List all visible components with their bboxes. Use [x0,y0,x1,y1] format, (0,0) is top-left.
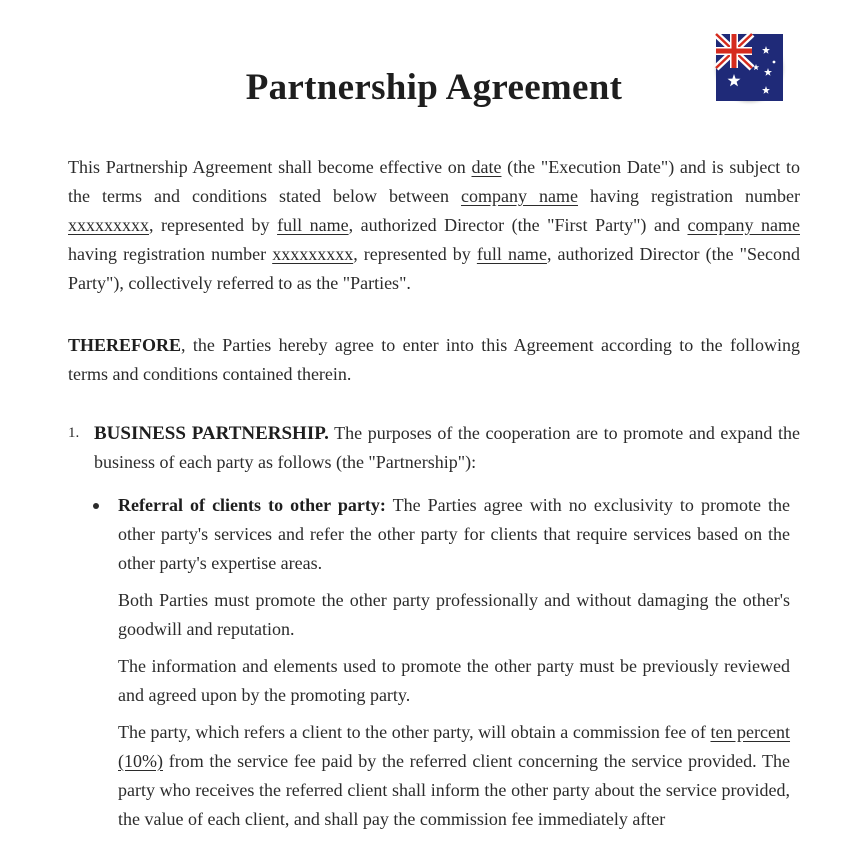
bullet-dot-icon [93,503,99,509]
therefore-paragraph [68,331,800,389]
section-paragraph [94,419,800,477]
intro-text: , authorized Director (the "First Party") and [348,215,688,235]
company-name-field: company name [461,186,578,206]
intro-text: (the "Execution Date") and is subject to the terms and conditions stated below between [68,157,801,206]
bullet-paragraph-3: The information and elements used to promote the other party must be previously reviewed and agreed upon by the promoting party. [118,656,790,705]
bullet-paragraph-4 [118,718,790,834]
date-field: date [471,157,502,177]
registration-number-field: xxxxxxxxx [272,244,354,264]
intro-text: having registration number [578,186,800,206]
section-business-partnership [68,419,800,477]
section-text: The purposes of the cooperation are to promote and expand the business of each party as follows (the "Partnership"): [94,423,800,472]
bullet-text: from the service fee paid by the referred client concerning the service provided. The party who receives the referred client shall inform the other party about the service provided, the value of each client, and shall pay the commission fee immediately after [118,751,790,829]
intro-text: This Partnership Agreement shall become effective on [68,157,472,177]
full-name-field: full name [476,244,547,264]
commission-fee-field: ten percent (10%) [118,722,791,771]
intro-text: , authorized Director (the "Second Party"), collectively referred to as the "Parties". [68,244,800,293]
bullet-text: The Parties agree with no exclusivity to promote the other party's services and refer the other party for clients that require services based on the other party's expertise areas. [118,495,791,573]
therefore-label: THEREFORE [68,335,182,355]
bullet-paragraph-2: Both Parties must promote the other party professionally and without damaging the other's goodwill and reputation. [118,590,790,639]
bullet-paragraph [118,491,790,578]
company-name-field: company name [687,215,800,235]
therefore-text: , the Parties hereby agree to enter into this Agreement according to the following terms and conditions contained therein. [68,335,800,384]
bullet-heading: Referral of clients to other party: [118,495,386,515]
section-heading: BUSINESS PARTNERSHIP. [94,423,329,444]
intro-text: , represented by [149,215,278,235]
full-name-field: full name [277,215,349,235]
section-number: 1. [68,425,80,441]
intro-text: , represented by [353,244,477,264]
document-title: Partnership Agreement [245,67,623,108]
bullet-text: The party, which refers a client to the other party, will obtain a commission fee of [118,722,711,742]
intro-text: having registration number [68,244,273,264]
intro-paragraph [68,153,800,298]
registration-number-field: xxxxxxxxx [68,215,149,235]
bullet-referral-of-clients [118,491,790,842]
